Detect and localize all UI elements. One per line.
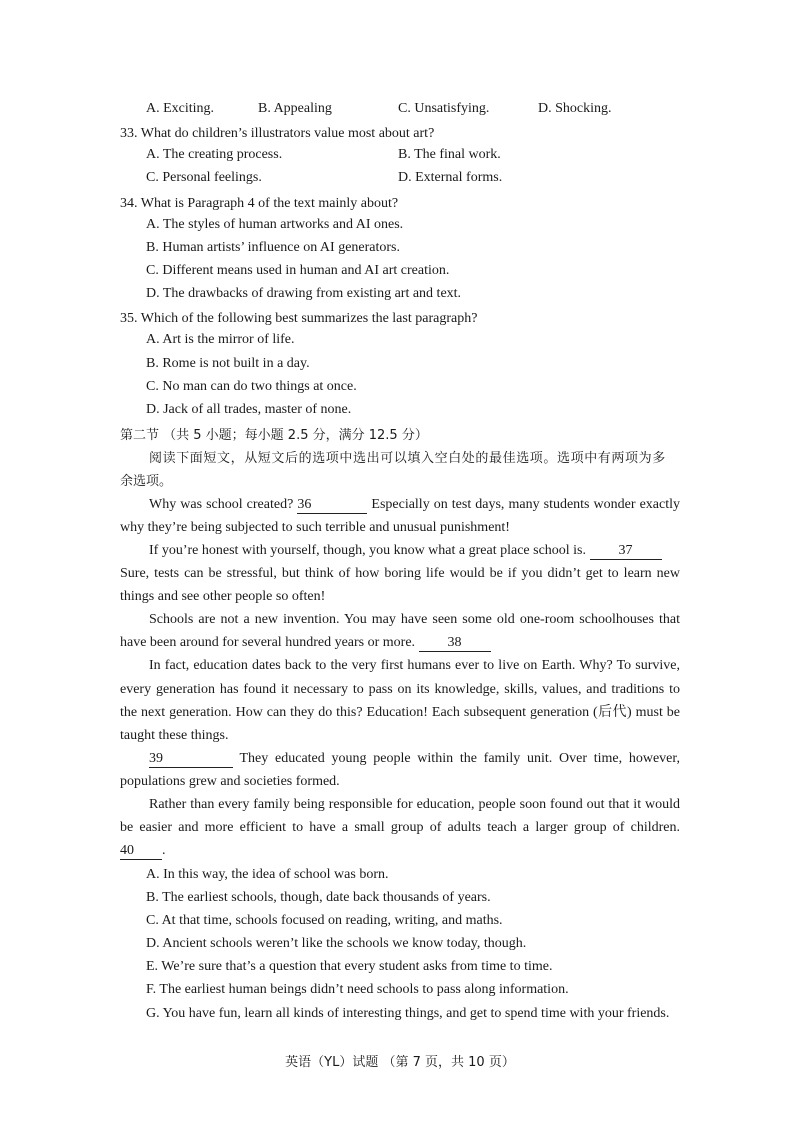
q34-option-c[interactable]: C. Different means used in human and AI art creation. (146, 263, 450, 278)
q34-option-d[interactable]: D. The drawbacks of drawing from existing art and text. (146, 286, 462, 301)
passage-line: every generation has found it necessary to pass on its knowledge, skills, values, and traditions to (120, 682, 680, 697)
q32-option-d[interactable]: D. Shocking. (538, 101, 612, 116)
passage-text: If you’re honest with yourself, though, you know what a great place school is. (149, 543, 587, 558)
blank-40[interactable]: 40 (120, 842, 162, 860)
q34-stem: 34. What is Paragraph 4 of the text mainly about? (120, 196, 399, 211)
blank-37[interactable]: 37 (590, 542, 662, 560)
q35-option-a[interactable]: A. Art is the mirror of life. (146, 332, 295, 347)
section-heading: 第二节 （共 5 小题；每小题 2.5 分，满分 12.5 分） (120, 428, 428, 443)
passage-line (149, 541, 662, 561)
q35-stem: 35. Which of the following best summarizes the last paragraph? (120, 311, 478, 326)
q32-option-a[interactable]: A. Exciting. (146, 101, 215, 116)
passage-text: Especially on test days, many students wonder exactly (371, 497, 680, 512)
choice-g[interactable]: G. You have fun, learn all kinds of interesting things, and get to spend time with your friends. (146, 1006, 670, 1021)
passage-line: why they’re being subjected to such terrible and unusual punishment! (120, 520, 510, 535)
q33-option-c[interactable]: C. Personal feelings. (146, 170, 262, 185)
passage-line: the next generation. How can they do this? Education! Each subsequent generation (后代) must be (120, 705, 680, 720)
section-instruction-line1: 阅读下面短文，从短文后的选项中选出可以填入空白处的最佳选项。选项中有两项为多 (149, 451, 666, 466)
choice-e[interactable]: E. We’re sure that’s a question that every student asks from time to time. (146, 959, 553, 974)
blank-39[interactable]: 39 (149, 750, 233, 768)
passage-line (149, 749, 680, 769)
passage-line: In fact, education dates back to the very first humans ever to live on Earth. Why? To survive, (149, 658, 680, 673)
q33-option-b[interactable]: B. The final work. (398, 147, 501, 162)
passage-line (120, 633, 491, 653)
passage-line: Schools are not a new invention. You may have seen some old one-room schoolhouses that (149, 612, 680, 627)
passage-text: They educated young people within the family unit. Over time, however, (239, 751, 681, 766)
passage-line (149, 495, 680, 515)
q35-option-d[interactable]: D. Jack of all trades, master of none. (146, 402, 352, 417)
q32-option-c[interactable]: C. Unsatisfying. (398, 101, 490, 116)
passage-line: Rather than every family being responsible for education, people soon found out that it would (149, 797, 680, 812)
q34-option-b[interactable]: B. Human artists’ influence on AI generators. (146, 240, 401, 255)
choice-f[interactable]: F. The earliest human beings didn’t need schools to pass along information. (146, 982, 569, 997)
choice-c[interactable]: C. At that time, schools focused on reading, writing, and maths. (146, 913, 503, 928)
passage-text: Why was school created? (149, 497, 294, 512)
passage-line: 40 . (120, 843, 166, 858)
section-instruction-line2: 余选项。 (120, 474, 173, 489)
passage-line: be easier and more efficient to have a small group of adults teach a larger group of children. (120, 820, 680, 835)
passage-text: have been around for several hundred years or more. (120, 635, 416, 650)
blank-36[interactable]: 36 (297, 496, 367, 514)
passage-line: taught these things. (120, 728, 229, 743)
q34-option-a[interactable]: A. The styles of human artworks and AI ones. (146, 217, 404, 232)
page-footer: 英语（YL）试题 （第 7 页，共 10 页） (285, 1055, 515, 1070)
choice-b[interactable]: B. The earliest schools, though, date back thousands of years. (146, 890, 491, 905)
passage-line: things and see other people so often! (120, 589, 326, 604)
q35-option-b[interactable]: B. Rome is not built in a day. (146, 356, 310, 371)
q32-option-b[interactable]: B. Appealing (258, 101, 332, 116)
passage-line: populations grew and societies formed. (120, 774, 340, 789)
passage-line: Sure, tests can be stressful, but think of how boring life would be if you didn’t get to learn new (120, 566, 680, 581)
choice-d[interactable]: D. Ancient schools weren’t like the schools we know today, though. (146, 936, 527, 951)
choice-a[interactable]: A. In this way, the idea of school was born. (146, 867, 389, 882)
q33-option-d[interactable]: D. External forms. (398, 170, 503, 185)
q33-option-a[interactable]: A. The creating process. (146, 147, 283, 162)
q33-stem: 33. What do children’s illustrators value most about art? (120, 126, 435, 141)
blank-38[interactable]: 38 (419, 634, 491, 652)
q35-option-c[interactable]: C. No man can do two things at once. (146, 379, 357, 394)
